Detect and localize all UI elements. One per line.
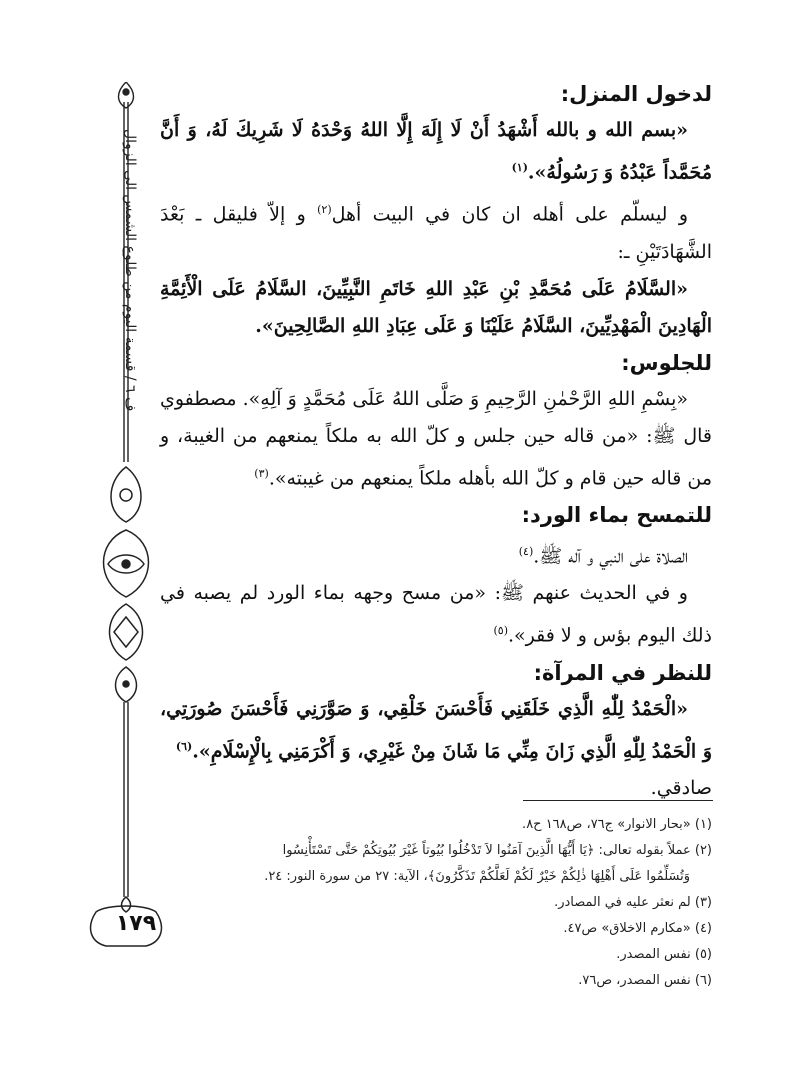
heading-rose-water: للتمسح بماء الورد: <box>521 502 712 527</box>
paragraph-8: صادقي. <box>650 776 712 799</box>
heading-sitting: للجلوس: <box>621 350 712 375</box>
paragraph-3: «السَّلَامُ عَلَى مُحَمَّدِ بْنِ عَبْدِ اللهِ خَاتَمِ النَّبِيِّينَ، السَّلَامُ عَلَى الْأَئِمَّةِ الْهَادِينَ الْمَهْدِيِّينَ، السَّلَامُ عَلَيْنَا وَ عَلَى عِبَادِ اللهِ الصَّالِحِينَ». <box>160 277 712 337</box>
paragraph-2-text-a: و ليسلّم على أهله ان كان في البيت أهل <box>331 203 688 226</box>
footnote-5: (٥) نفس المصدر. <box>616 947 712 962</box>
paragraph-7-text: «الْحَمْدُ لِلّٰهِ الَّذِي خَلَقَنِي فَأَحْسَنَ خَلْقِي، وَ صَوَّرَنِي فَأَحْسَنَ صُورَتِي، وَ الْحَمْدُ لِلّٰهِ الَّذِي زَانَ مِنِّي مَا شَانَ مِنْ غَيْرِي، وَ أَكْرَمَنِي بِالْإِسْلَامِ». <box>160 697 712 762</box>
footnote-2-continued: وَتُسَلِّمُوا عَلَى أَهْلِهَا ذٰلِكُمْ خَيْرٌ لَكُمْ لَعَلَّكُمْ تَذَكَّرُونَ﴾، الآية: ٢٧ من سورة النور: ٢٤. <box>264 869 690 884</box>
main-text <box>160 76 712 807</box>
paragraph-5-text: الصلاة على النبي و آله ﷺ. <box>533 545 688 568</box>
running-head: ف ٦ / قسمة اليوم من طلوع الشمس الى الزوال <box>122 129 138 412</box>
footnote-separator <box>523 800 713 801</box>
footnote-ref-5: (٥) <box>493 624 508 638</box>
footnotes <box>160 812 712 994</box>
footnote-ref-3: (٣) <box>254 466 269 480</box>
footnote-ref-1: (١) <box>511 161 528 174</box>
footnote-ref-4: (٤) <box>518 544 534 558</box>
paragraph-4 <box>160 381 712 497</box>
paragraph-6-text: و في الحديث عنهم ﷺ: «من مسح وجهه بماء الورد لم يصبه في ذلك اليوم بؤس و لا فقر». <box>160 582 712 647</box>
footnote-4: (٤) «مكارم الاخلاق» ص٤٧. <box>563 921 712 936</box>
footnote-ref-2: (٢) <box>317 203 332 217</box>
heading-entering-house: لدخول المنزل: <box>560 82 712 106</box>
paragraph-1 <box>160 112 712 191</box>
top-finial-ornament <box>119 82 134 108</box>
footnote-1: (١) «بحار الانوار» ج٧٦، ص١٦٨ ح٨. <box>522 817 712 832</box>
heading-mirror: للنظر في المرآة: <box>533 660 712 685</box>
paragraph-1-text: «بسم الله و بالله أَشْهَدُ أَنْ لَا إِلَهَ إِلَّا اللهُ وَحْدَهُ لَا شَرِيكَ لَهُ، وَ أَنَّ مُحَمَّداً عَبْدُهُ وَ رَسُولُهُ». <box>160 119 712 184</box>
central-floral-ornament <box>104 467 149 702</box>
footnote-3: (٣) لم نعثر عليه في المصادر. <box>554 895 712 910</box>
paragraph-2 <box>160 191 712 270</box>
paragraph-2-text-b: و إلاّ فليقل ـ بَعْدَ الشَّهَادَتَيْنِ ـ: <box>160 203 712 263</box>
page-number: ١٧٩ <box>115 911 157 936</box>
paragraph-6 <box>160 575 712 654</box>
footnote-ref-6: (٦) <box>175 739 193 753</box>
paragraph-5 <box>160 533 712 575</box>
footnote-6: (٦) نفس المصدر، ص٧٦. <box>578 973 712 988</box>
paragraph-4-text: «بِسْمِ اللهِ الرَّحْمٰنِ الرَّحِيمِ وَ صَلَّى اللهُ عَلَى مُحَمَّدٍ وَ آلِهِ». مصطفوي قال ﷺ: «من قاله حين جلس و كلّ الله به ملكاً يمنعهم من الغيبة، و من قاله حين قام و كلّ الله بأهله ملكاً يمنعهم من غيبته». <box>160 387 712 489</box>
paragraph-7 <box>160 691 712 770</box>
footnote-2: (٢) عملاً بقوله تعالى: ﴿يَا أَيُّهَا الَّذِينَ آمَنُوا لاَ تَدْخُلُوا بُيُوتاً غَيْرَ بُيُوتِكُمْ حَتَّى تَسْتَأْنِسُوا <box>282 843 712 858</box>
